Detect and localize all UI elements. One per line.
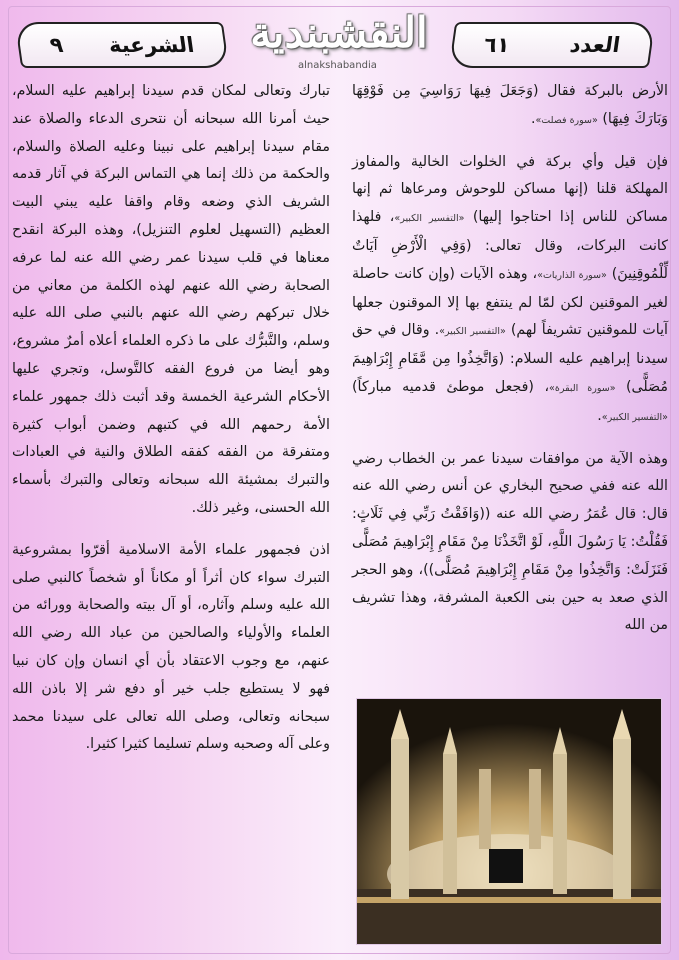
paragraph	[12, 78, 330, 523]
text-run: ، (فجعل موطئ قدميه مباركاً)	[352, 378, 550, 395]
right-text-column	[352, 78, 668, 654]
logo-text: النقشبندية	[250, 8, 428, 57]
text-run: .	[530, 110, 536, 127]
citation: «سورة البقرة»	[549, 382, 616, 394]
mosque-photo	[356, 698, 662, 945]
haram-illustration	[357, 699, 662, 945]
page-number: ٩	[48, 33, 65, 57]
text-run: فإن قيل وأي بركة في الخلوات الخالية والمفاوز المهلكة قلنا (إنها مساكن للوحوش ومرعاها ثم إنها مساكن للناس إذا احتاجوا إليها)	[352, 153, 668, 226]
issue-label: العدد	[568, 33, 622, 57]
citation: «سورة فصلت»	[535, 114, 598, 126]
text-run: تبارك وتعالى لمكان قدم سيدنا إبراهيم عليه السلام، حيث أمرنا الله سبحانه أن نتحرى الدعاء والصلاة عند مقام سيدنا إبراهيم على نبينا وعليه الصلاة والسلام، والحكمة من ذلك إنما هي التماس البركة في آثار قدمه الشريف الذي وضعه وقام واقفا عليه يبني البيت العظيم (التسهيل لعلوم التنزيل)، وهذه البركة انقدح معناها في قلب سيدنا عمر رضي الله عنه لما عرفه الصحابة رضي الله عنهم لهذه الكلمة من معاني من خلال تبركهم رضي الله عنهم بالنبي صلى الله عليه وسلم، والتَّبرُّك على ما ذكره العلماء أعلاه أمرٌ مشروع، وهو أيضا من فروع الفقه كالتَّوسل، وتجري عليها الأحكام الشرعية الخمسة وقد أثبت ذلك جمهور علماء الأمة رحمهم الله في كتبهم وضمن أبواب كثيرة ومتفرقة من الفقه كفقه الطلاق والنية في العبادات والتبرك بمشيئة الله سبحانه وتعالى والتبرك بأسماء الله الحسنى، وغير ذلك.	[12, 83, 330, 516]
citation: «التفسير الكبير»	[601, 411, 668, 423]
text-run: اذن فجمهور علماء الأمة الاسلامية أقرّوا بمشروعية التبرك سواء كان أثراً أو مكاناً أو شخصاً كالنبي صلى الله عليه وسلم وآثاره، أو آل بيته والصحابة وورائه من العلماء والأولياء والصالحين من عباد الله رضي الله عنهم، مع وجوب الاعتقاد بأن أي انسان وإن كان نبيا فهو لا يستطيع جلب خير أو دفع شر إلا باذن الله سبحانه وتعالى، وصلى الله تعالى على سيدنا محمد وعلى آله وصحبه وسلم تسليما كثيرا كثيرا.	[12, 541, 330, 753]
paragraph	[352, 78, 668, 135]
issue-ribbon	[449, 22, 655, 68]
text-run: ، وهذه الآيات (وإن كانت حاصلة لغير الموقنين لكن لمّا لم ينتفع بها إلا الموقنون جعلها آيات للموقنين تشريفاً لهم)	[352, 265, 668, 339]
paragraph	[352, 446, 668, 641]
citation: «التفسير الكبير»	[394, 213, 465, 225]
section-ribbon	[15, 22, 229, 68]
magazine-logo	[236, 8, 442, 71]
text-run: ، فلهذا كانت البركات، وقال تعالى: (وَفِي الْأَرْضِ آيَاتٌ لِّلْمُوقِنِينَ)	[352, 209, 668, 282]
text-run: . وقال في حق سيدنا إبراهيم عليه السلام: (وَاتَّخِذُوا مِن مَّقَامِ إِبْرَاهِيمَ مُصَلًّى)	[352, 322, 668, 395]
text-run: وهذه الآية من موافقات سيدنا عمر بن الخطاب رضي الله عنه ففي صحيح البخاري عن أنس رضي الله عنه قال: قال عُمَرُ رضي الله عنه ((وَافَقْتُ رَبِّي فِي ثَلَاثٍ: فَقُلْتُ: يَا رَسُولَ اللَّهِ، لَوْ اتَّخَذْنَا مِنْ مَقَامِ إِبْرَاهِيمَ مُصَلًّى فَنَزَلَتْ: وَاتَّخِذُوا مِنْ مَقَامِ إِبْرَاهِيمَ مُصَلًّى))، وهو الحجر الذي صعد به حين بنى الكعبة المشرفة، وهذا تشريف من الله	[352, 450, 668, 634]
paragraph	[12, 537, 330, 759]
text-run: الأرض بالبركة فقال (وَجَعَلَ فِيهَا رَوَاسِيَ مِن فَوْقِهَا وَبَارَكَ فِيهَا)	[352, 83, 668, 127]
text-run: .	[597, 407, 602, 424]
paragraph	[352, 149, 668, 432]
section-title: الشرعية	[107, 33, 196, 57]
citation: «سورة الذاريات»	[537, 269, 607, 281]
citation: «التفسير الكبير»	[439, 326, 506, 338]
left-text-column	[12, 78, 330, 773]
logo-latin: alnakshabandia	[298, 60, 377, 71]
issue-number: ٦١	[482, 33, 512, 57]
